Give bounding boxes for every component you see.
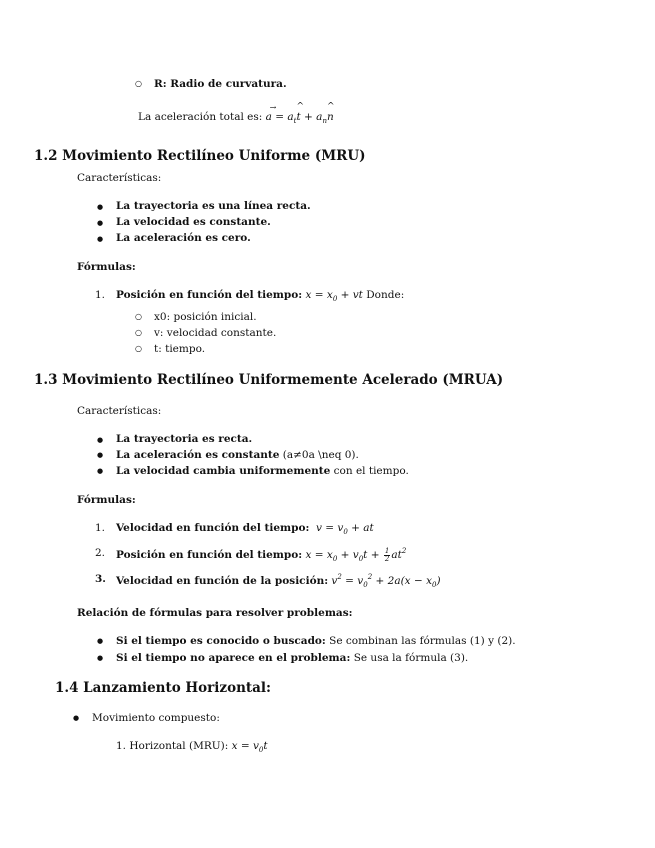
formula-label: Posición en función del tiempo:: [116, 549, 303, 561]
total-acceleration-formula: a → = $a_t\^{}$ $t + a_n\^{}$ n: [266, 111, 334, 123]
list-item: ○ v: velocidad constante.: [154, 327, 276, 339]
velocity-formula: $v = v_0$ + at: [312, 522, 374, 536]
mrua-formula-3: 3. Velocidad en función de la posición: $v^2 = v_0^2 + 2a(x - x_0)$: [95, 573, 441, 589]
list-item: ● La aceleración es cero.: [116, 232, 251, 244]
mru-characteristics-label: Características:: [77, 172, 162, 184]
list-item: ● La aceleración es constante (a≠0a \neq 0).: [116, 449, 359, 461]
mrua-heading: 1.3 Movimiento Rectilíneo Uniformemente Acelerado (MRUA): [34, 372, 504, 388]
formula-label: Velocidad en función del tiempo:: [116, 522, 310, 534]
position-formula: $x = x_0$ + vt: [305, 289, 363, 303]
horizontal-item: [116, 740, 268, 754]
list-item: ● Si el tiempo es conocido o buscado: Se combinan las fórmulas (1) y (2).: [116, 635, 516, 647]
mru-formula-1: 1. Posición en función del tiempo: $x = x_0$ + vt Donde:: [95, 289, 405, 303]
total-acceleration-line: [138, 111, 334, 125]
mrua-characteristics-label: Características:: [77, 405, 162, 417]
mrua-formula-1: 1. Velocidad en función del tiempo: $v = v_0$ + at: [95, 522, 374, 536]
radius-item-text: R: Radio de curvatura.: [154, 78, 287, 90]
mrua-formula-2: 2. Posición en función del tiempo: $x = x_0 + v_0t$ + $\frac{1}{2}$ $at^2$: [95, 546, 407, 563]
mru-formulas-label: Fórmulas:: [77, 261, 136, 273]
horizontal-formula: $x = v_0t$: [231, 740, 268, 754]
formula-where: Donde:: [366, 289, 405, 301]
velocity-position-formula: $v^2 = v_0^2 + 2a(x - x_0)$: [331, 573, 441, 589]
list-item: ● Movimiento compuesto:: [92, 712, 220, 724]
list-item: ● La trayectoria es una línea recta.: [116, 200, 311, 212]
list-item: ● La velocidad es constante.: [116, 216, 271, 228]
mrua-formulas-label: Fórmulas:: [77, 494, 136, 506]
list-item: ● La trayectoria es recta.: [116, 433, 252, 445]
list-item: ● La velocidad cambia uniformemente con el tiempo.: [116, 465, 409, 477]
mru-heading: 1.2 Movimiento Rectilíneo Uniforme (MRU): [34, 148, 366, 164]
formula-label: Velocidad en función de la posición:: [116, 575, 329, 587]
list-item: ○ x0: posición inicial.: [154, 311, 257, 323]
list-item: ○ t: tiempo.: [154, 343, 205, 355]
radius-item: [154, 78, 287, 90]
horizontal-label: 1. Horizontal (MRU):: [116, 740, 229, 752]
lh-heading: 1.4 Lanzamiento Horizontal:: [55, 680, 271, 696]
total-acceleration-label: La aceleración total es:: [138, 111, 263, 123]
relation-label: Relación de fórmulas para resolver problemas:: [77, 607, 353, 619]
list-item: ● Si el tiempo no aparece en el problema: Se usa la fórmula (3).: [116, 652, 468, 664]
formula-label: Posición en función del tiempo:: [116, 289, 303, 301]
position-formula: $x = x_0 + v_0t$ + $\frac{1}{2}$ $at^2$: [305, 546, 407, 563]
